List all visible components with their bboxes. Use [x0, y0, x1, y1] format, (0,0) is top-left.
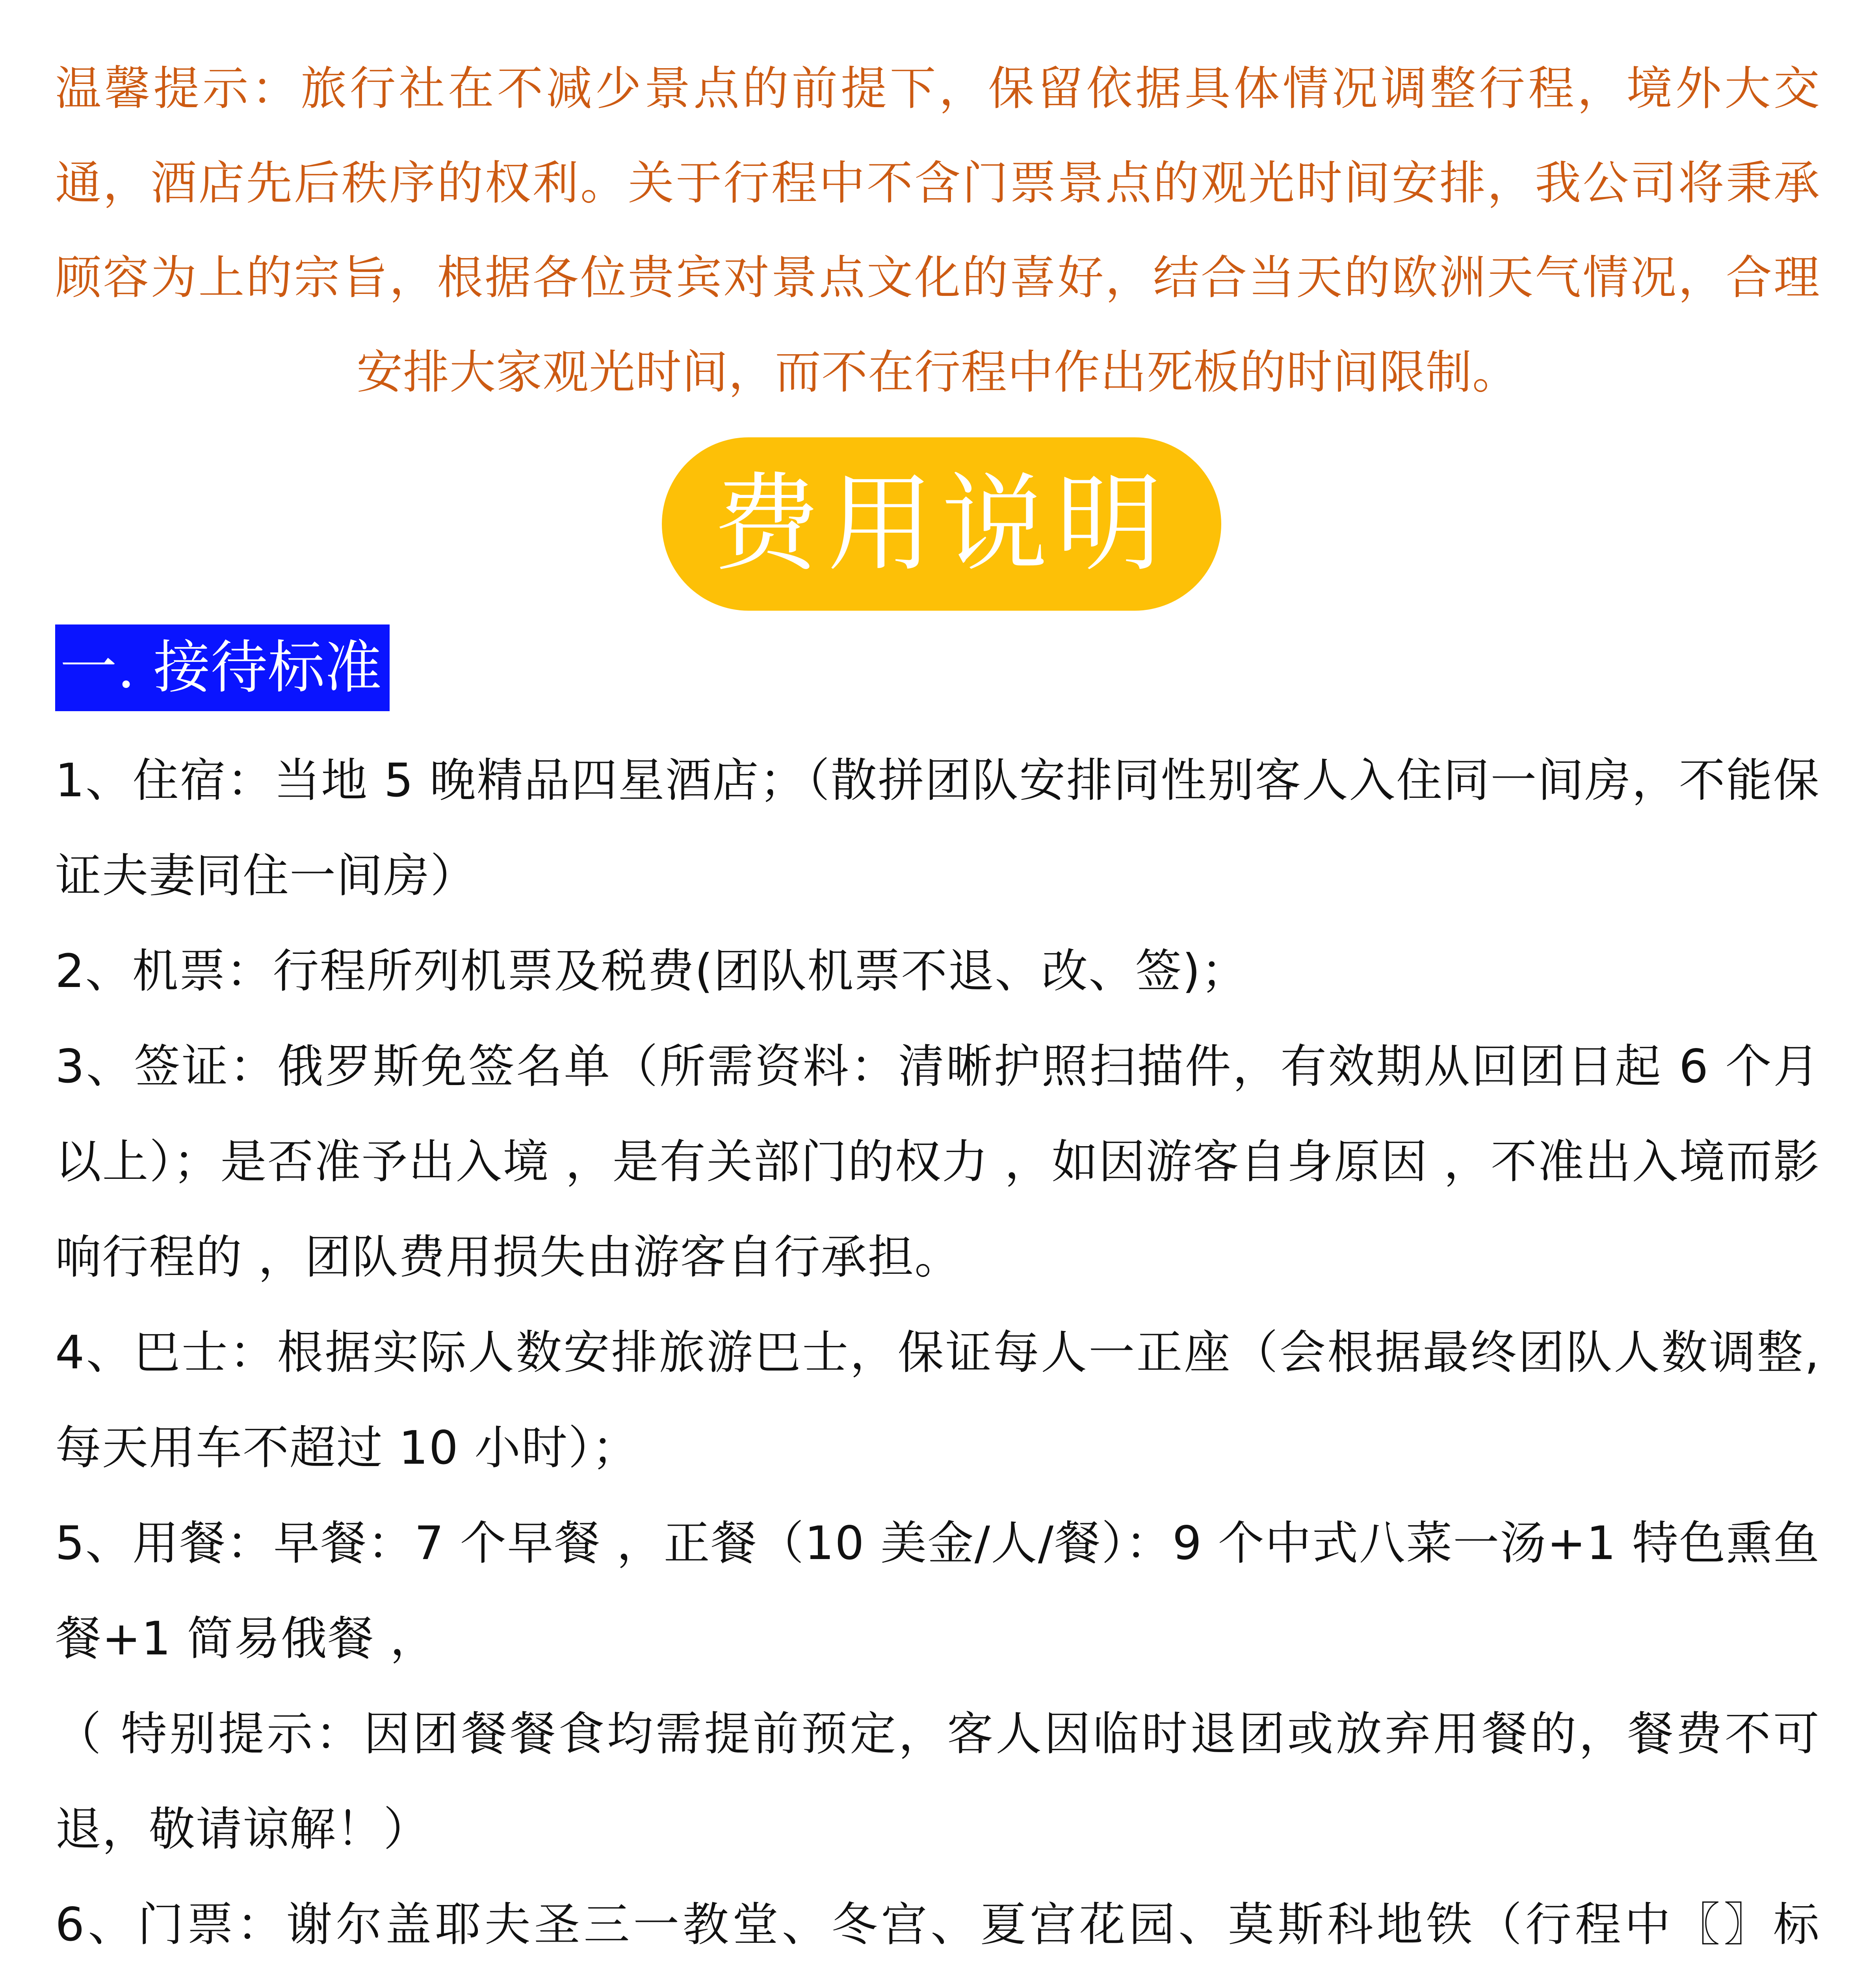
section-heading-reception-standard: 一. 接待标准 [55, 624, 390, 711]
list-item: 2、机票：行程所列机票及税费(团队机票不退、改、签)； [55, 944, 1248, 998]
list-item: （ 特别提示：因团餐餐食均需提前预定，客人因临时退团或放弃用餐的，餐费不可退，敬请谅解！） [55, 1707, 1820, 1856]
list-item: 1、住宿：当地 5 晚精品四星酒店；（散拼团队安排同性别客人入住同一间房，不能保证夫妻同住一间房） [55, 753, 1820, 903]
list-item: 5、用餐：早餐：7 个早餐 ，正餐（10 美金/人/餐）：9 个中式八菜一汤+1 特色熏鱼餐+1 简易俄餐 ， [55, 1516, 1820, 1665]
list-item: 4、巴士：根据实际人数安排旅游巴士，保证每人一正座（会根据最终团队人数调整,每天用车不超过 10 小时）； [55, 1325, 1820, 1475]
list-item: 3、签证：俄罗斯免签名单（所需资料：清晰护照扫描件，有效期从回团日起 6 个月以上）；是否准予出入境 ，是有关部门的权力 ，如因游客自身原因 ，不准出入境而影响行程的 ，团队费用损失由游客自行承担。 [55, 1039, 1820, 1284]
page-title: 费用说明 [713, 462, 1170, 586]
reception-standard-list [55, 733, 1820, 1970]
list-item: 6、门票：谢尔盖耶夫圣三一教堂、冬宫、夏宫花园、莫斯科地铁（行程中〖〗标 [55, 1898, 1820, 1951]
notice-paragraph: 温馨提示：旅行社在不减少景点的前提下，保留依据具体情况调整行程，境外大交通，酒店先后秩序的权利。关于行程中不含门票景点的观光时间安排，我公司将秉承顾容为上的宗旨，根据各位贵宾对景点文化的喜好，结合当天的欧洲天气情况，合理安排大家观光时间，而不在行程中作出死板的时间限制。 [55, 61, 1820, 399]
title-banner [662, 437, 1221, 611]
